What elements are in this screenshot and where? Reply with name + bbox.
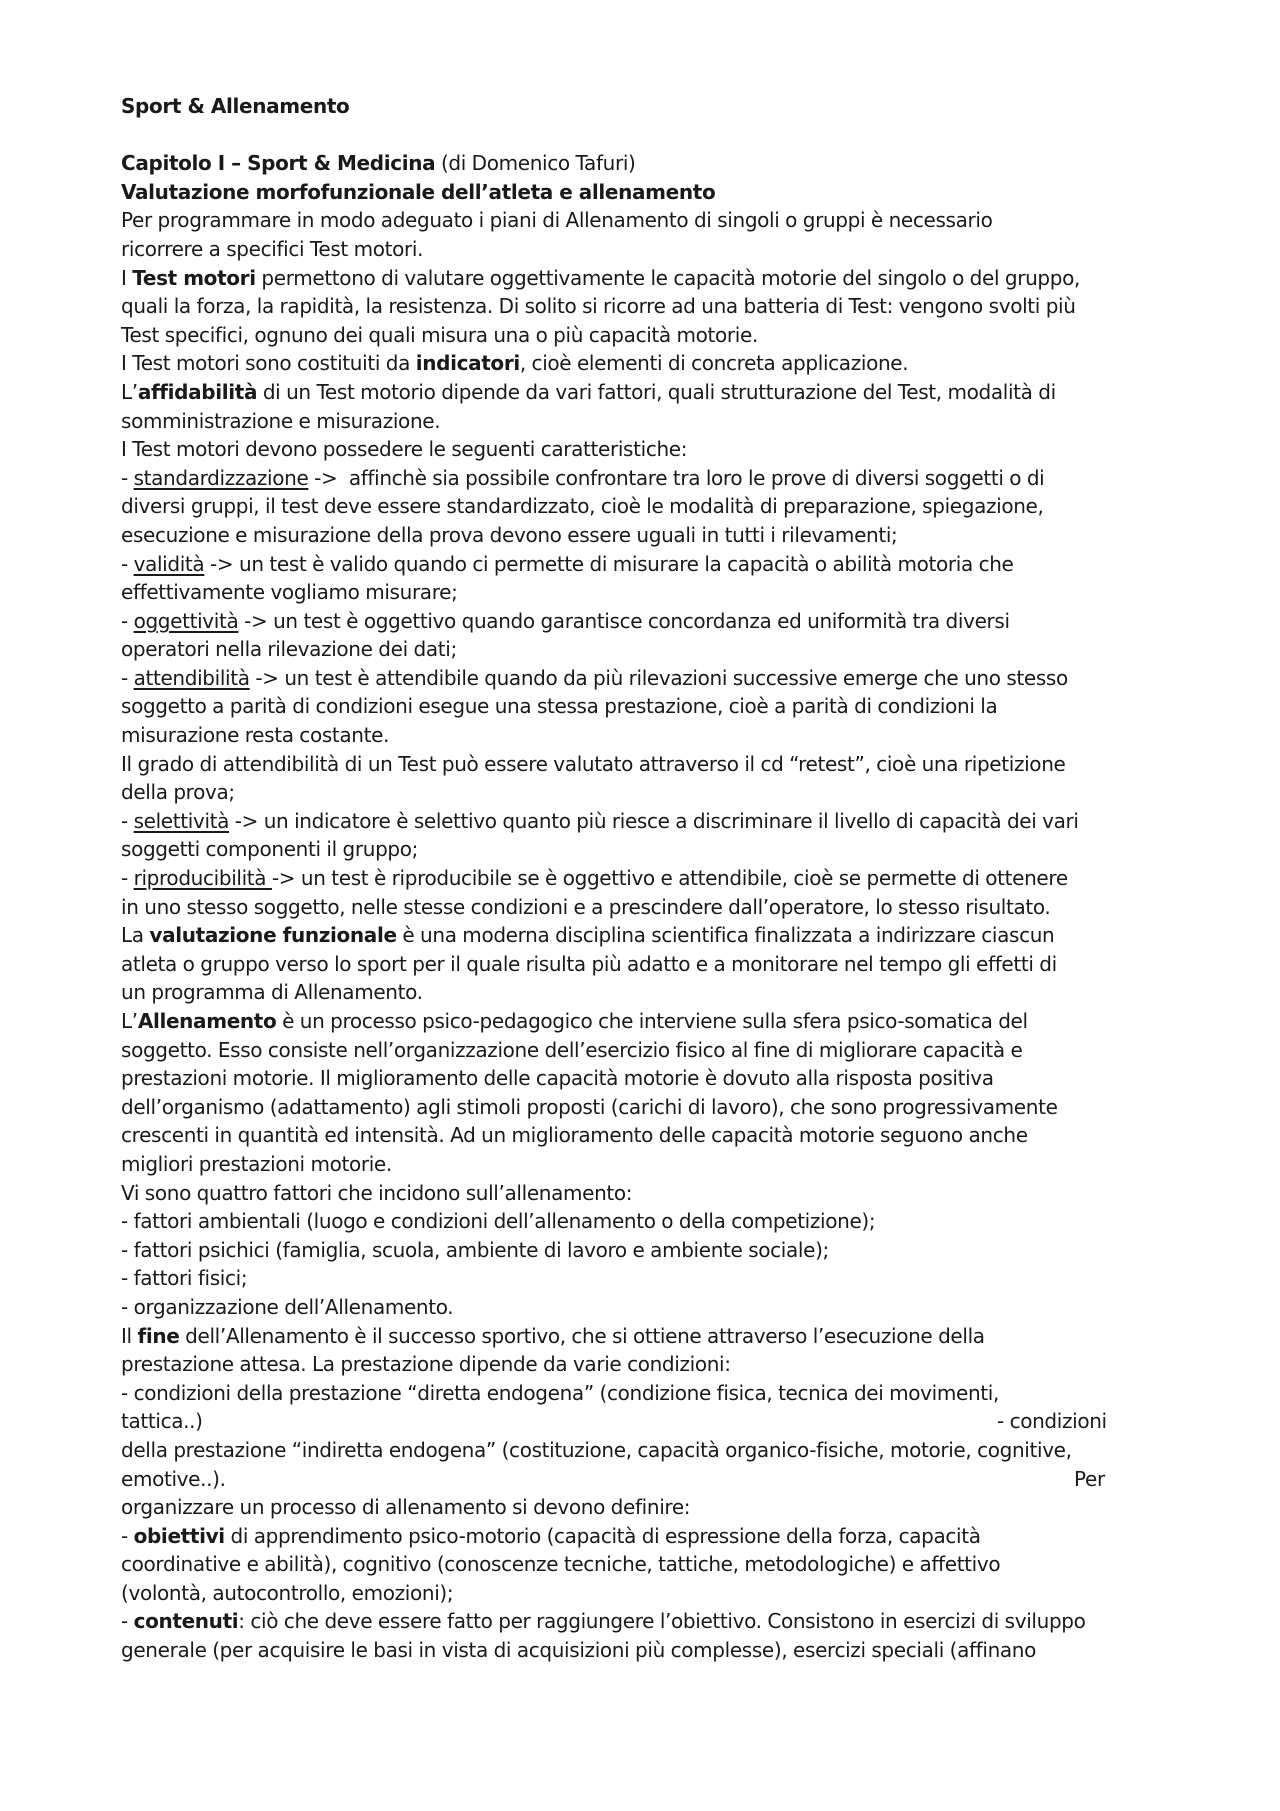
text-line: quali la forza, la rapidità, la resistenza. Di solito si ricorre ad una batteria di Test: vengono svolti più bbox=[121, 294, 1076, 319]
text-line: in uno stesso soggetto, nelle stesse condizioni e a prescindere dall’operatore, lo stesso risultato. bbox=[121, 894, 1051, 919]
text-line: della prestazione “indiretta endogena” (costituzione, capacità organico-fisiche, motorie, cognitive, bbox=[121, 1437, 1072, 1462]
bullet-dash: - bbox=[121, 808, 134, 833]
list-item bbox=[121, 1607, 1161, 1636]
list-item: - fattori ambientali (luogo e condizioni dell’allenamento o della competizione); bbox=[121, 1209, 876, 1234]
text-line: esecuzione e misurazione della prova devono essere uguali in tutti i rilevamenti; bbox=[121, 522, 898, 547]
document-page bbox=[121, 92, 1161, 1665]
text-run: -> affinchè sia possibile confrontare tra loro le prove di diversi soggetti o di bbox=[308, 465, 1045, 490]
text-line bbox=[121, 349, 1161, 378]
text-line: coordinative e abilità), cognitivo (conoscenze tecniche, tattiche, metodologiche) e affettivo bbox=[121, 1552, 1001, 1577]
underlined-term: oggettività bbox=[133, 608, 239, 633]
bullet-dash: - bbox=[121, 866, 134, 891]
text-run: Per bbox=[1074, 1466, 1105, 1491]
text-line: I Test motori devono possedere le seguenti caratteristiche: bbox=[121, 437, 688, 462]
text-line: diversi gruppi, il test deve essere standardizzato, cioè le modalità di preparazione, spiegazione, bbox=[121, 494, 1044, 519]
text-run: -> un test è attendibile quando da più rilevazioni successive emerge che uno stesso bbox=[249, 665, 1068, 690]
list-item: - fattori fisici; bbox=[121, 1266, 248, 1291]
text-line: atleta o gruppo verso lo sport per il quale risulta più adatto e a monitorare nel tempo gli effetti di bbox=[121, 951, 1057, 976]
text-line bbox=[121, 1007, 1161, 1036]
text-line bbox=[121, 1407, 1161, 1436]
list-item bbox=[121, 807, 1161, 836]
bullet-dash: - bbox=[121, 551, 134, 576]
text-run: è una moderna disciplina scientifica finalizzata a indirizzare ciascun bbox=[396, 923, 1055, 948]
text-line bbox=[121, 1322, 1161, 1351]
bullet-dash: - bbox=[121, 1523, 134, 1548]
list-item: - condizioni della prestazione “diretta endogena” (condizione fisica, tecnica dei movimenti, bbox=[121, 1380, 999, 1405]
text-line: Vi sono quattro fattori che incidono sull’allenamento: bbox=[121, 1180, 633, 1205]
text-run: I Test motori sono costituiti da bbox=[121, 351, 416, 376]
text-line: effettivamente vogliamo misurare; bbox=[121, 580, 458, 605]
text-line: Il grado di attendibilità di un Test può essere valutato attraverso il cd “retest”, cioè una ripetizione bbox=[121, 751, 1066, 776]
text-run: -> un test è valido quando ci permette di misurare la capacità o abilità motoria che bbox=[204, 551, 1014, 576]
text-run: : ciò che deve essere fatto per raggiungere l’obiettivo. Consistono in esercizi di sviluppo bbox=[238, 1609, 1086, 1634]
list-item bbox=[121, 464, 1161, 493]
text-run: -> un test è oggettivo quando garantisce concordanza ed uniformità tra diversi bbox=[238, 608, 1010, 633]
text-line: un programma di Allenamento. bbox=[121, 980, 423, 1005]
text-line: misurazione resta costante. bbox=[121, 723, 390, 748]
text-run: emotive..). bbox=[121, 1466, 226, 1491]
text-line bbox=[121, 1465, 1161, 1494]
text-line: Per programmare in modo adeguato i piani di Allenamento di singoli o gruppi è necessario bbox=[121, 208, 993, 233]
text-line bbox=[121, 921, 1161, 950]
text-run: -> un indicatore è selettivo quanto più riesce a discriminare il livello di capacità dei vari bbox=[229, 808, 1079, 833]
text-run: , cioè elementi di concreta applicazione. bbox=[519, 351, 909, 376]
list-item bbox=[121, 864, 1161, 893]
bullet-dash: - bbox=[121, 608, 134, 633]
text-run: L’ bbox=[121, 379, 138, 404]
underlined-term: selettività bbox=[133, 808, 230, 833]
text-run: - condizioni bbox=[997, 1409, 1107, 1434]
text-line: soggetti componenti il gruppo; bbox=[121, 837, 419, 862]
text-run: di un Test motorio dipende da vari fattori, quali strutturazione del Test, modalità di bbox=[257, 379, 1056, 404]
bold-term: valutazione funzionale bbox=[149, 923, 397, 948]
list-item bbox=[121, 550, 1161, 579]
text-line: somministrazione e misurazione. bbox=[121, 408, 441, 433]
text-line bbox=[121, 264, 1161, 293]
underlined-term: riproducibilità bbox=[133, 866, 272, 891]
text-run: La bbox=[121, 923, 150, 948]
text-line: crescenti in quantità ed intensità. Ad un miglioramento delle capacità motorie seguono anche bbox=[121, 1123, 1028, 1148]
text-run: permettono di valutare oggettivamente le capacità motorie del singolo o del gruppo, bbox=[255, 265, 1081, 290]
text-line: ricorrere a specifici Test motori. bbox=[121, 236, 424, 261]
chapter-heading bbox=[121, 149, 1161, 178]
text-run: tattica..) bbox=[121, 1409, 203, 1434]
text-line bbox=[121, 378, 1161, 407]
underlined-term: validità bbox=[133, 551, 205, 576]
text-run: di apprendimento psico-motorio (capacità di espressione della forza, capacità bbox=[224, 1523, 981, 1548]
chapter-author: (di Domenico Tafuri) bbox=[435, 151, 636, 176]
bold-term: contenuti bbox=[133, 1609, 239, 1634]
list-item bbox=[121, 1522, 1161, 1551]
text-run: dell’Allenamento è il successo sportivo, che si ottiene attraverso l’esecuzione della bbox=[179, 1323, 985, 1348]
blank-line bbox=[121, 121, 1161, 150]
text-run: L’ bbox=[121, 1009, 138, 1033]
bold-term: Test motori bbox=[132, 265, 256, 290]
bold-term: Allenamento bbox=[137, 1009, 277, 1033]
text-line: migliori prestazioni motorie. bbox=[121, 1151, 392, 1176]
text-line: prestazioni motorie. Il miglioramento delle capacità motorie è dovuto alla risposta positiva bbox=[121, 1066, 994, 1091]
list-item bbox=[121, 664, 1161, 693]
bullet-dash: - bbox=[121, 665, 134, 690]
bold-term: indicatori bbox=[415, 351, 520, 376]
text-line: soggetto. Esso consiste nell’organizzazione dell’esercizio fisico al fine di migliorare capacità e bbox=[121, 1037, 1023, 1062]
text-run: I bbox=[121, 265, 133, 290]
text-line: operatori nella rilevazione dei dati; bbox=[121, 637, 457, 662]
text-line: (volontà, autocontrollo, emozioni); bbox=[121, 1580, 454, 1605]
bullet-dash: - bbox=[121, 465, 134, 490]
text-run: Il bbox=[121, 1323, 138, 1348]
underlined-term: standardizzazione bbox=[133, 465, 309, 490]
document-title: Sport & Allenamento bbox=[121, 94, 350, 118]
text-line: soggetto a parità di condizioni esegue una stessa prestazione, cioè a parità di condizioni la bbox=[121, 694, 998, 719]
bold-term: obiettivi bbox=[133, 1523, 225, 1548]
text-line: della prova; bbox=[121, 780, 235, 805]
text-run: -> un test è riproducibile se è oggettivo e attendibile, cioè se permette di ottenere bbox=[271, 866, 1068, 891]
text-line: prestazione attesa. La prestazione dipende da varie condizioni: bbox=[121, 1352, 731, 1377]
bullet-dash: - bbox=[121, 1609, 134, 1634]
text-line: Test specifici, ognuno dei quali misura una o più capacità motorie. bbox=[121, 322, 758, 347]
chapter-title: Capitolo I – Sport & Medicina bbox=[121, 151, 436, 176]
underlined-term: attendibilità bbox=[133, 665, 250, 690]
list-item: - fattori psichici (famiglia, scuola, ambiente di lavoro e ambiente sociale); bbox=[121, 1237, 829, 1262]
text-run: è un processo psico-pedagogico che interviene sulla sfera psico-somatica del bbox=[276, 1009, 1028, 1033]
list-item: - organizzazione dell’Allenamento. bbox=[121, 1294, 454, 1319]
list-item bbox=[121, 607, 1161, 636]
bold-term: fine bbox=[137, 1323, 180, 1348]
text-line: organizzare un processo di allenamento si devono definire: bbox=[121, 1495, 691, 1520]
section-heading: Valutazione morfofunzionale dell’atleta e allenamento bbox=[121, 179, 716, 204]
text-line: generale (per acquisire le basi in vista di acquisizioni più complesse), esercizi speciali (affinano bbox=[121, 1638, 1037, 1663]
bold-term: affidabilità bbox=[137, 379, 258, 404]
text-line: dell’organismo (adattamento) agli stimoli proposti (carichi di lavoro), che sono progressivamente bbox=[121, 1094, 1058, 1119]
